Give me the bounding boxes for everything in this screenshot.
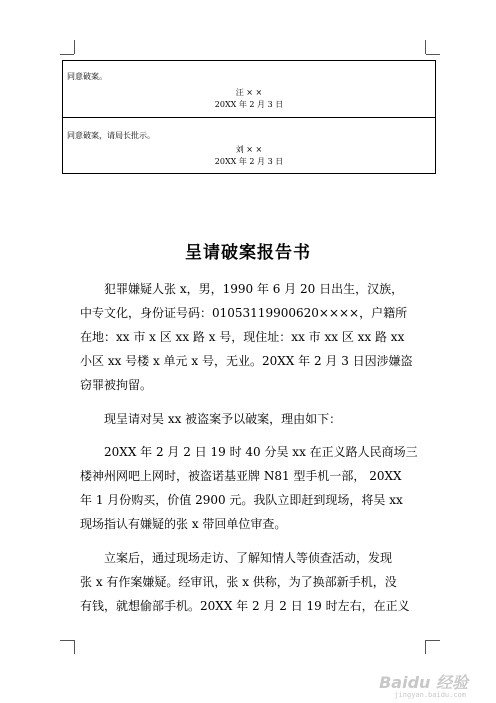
body-line: 楼神州网吧上网时，被盗诺基亚牌 N81 型手机一部， 20XX [80,469,402,483]
watermark-url: jingyan.baidu.com [394,691,466,699]
approval-opinion: 同意破案，请局长批示。 [67,131,155,140]
crop-mark-top-left-h [60,54,74,55]
crop-mark-bottom-left-h [60,640,74,641]
crop-mark-top-right [425,40,426,54]
approval-signer: 汪 × × [235,88,263,97]
approval-row-1 [63,61,435,117]
body-line: 小区 xx 号楼 x 单元 x 号，无业。20XX 年 2 月 3 日因涉嫌盗 [80,354,413,368]
body-line: 张 x 有作案嫌疑。经审讯，张 x 供称，为了换部新手机，没 [80,575,397,589]
crop-mark-top-right-h [426,54,440,55]
approval-date: 20XX 年 2 月 3 日 [214,157,284,166]
approval-signer: 刘 × × [235,145,263,154]
crop-mark-top-left [74,40,75,54]
body-line: 犯罪嫌疑人张 x，男，1990 年 6 月 20 日出生，汉族， [104,282,404,296]
body-line: 中专文化，身份证号码：01053119900620××××，户籍所 [80,306,408,320]
crop-mark-bottom-right [425,640,426,654]
approval-table [62,60,436,174]
body-line: 20XX 年 2 月 2 日 19 时 40 分吴 xx 在正义路人民商场三 [104,445,418,459]
body-line: 现场指认有嫌疑的张 x 带回单位审查。 [80,517,287,531]
body-line: 现呈请对吴 xx 被盗案予以破案，理由如下： [104,412,342,426]
body-line: 在地：xx 市 x 区 xx 路 x 号，现住址：xx 市 xx 区 xx 路 xx [80,330,405,344]
approval-date: 20XX 年 2 月 3 日 [214,100,284,109]
body-line: 窃罪被拘留。 [80,378,153,392]
document-title: 呈请破案报告书 [185,243,311,263]
watermark-logo: Baidu 经验 [379,673,468,692]
body-line: 年 1 月份购买，价值 2900 元。我队立即赶到现场，将吴 xx [80,493,403,507]
body-line: 立案后，通过现场走访、了解知情人等侦查活动，发现 [104,551,393,565]
approval-opinion: 同意破案。 [67,72,107,81]
body-line: 有钱，就想偷部手机。20XX 年 2 月 2 日 19 时左右，在正义 [80,599,410,613]
approval-row-2 [63,118,435,174]
crop-mark-bottom-left [74,640,75,654]
crop-mark-bottom-right-h [426,640,440,641]
